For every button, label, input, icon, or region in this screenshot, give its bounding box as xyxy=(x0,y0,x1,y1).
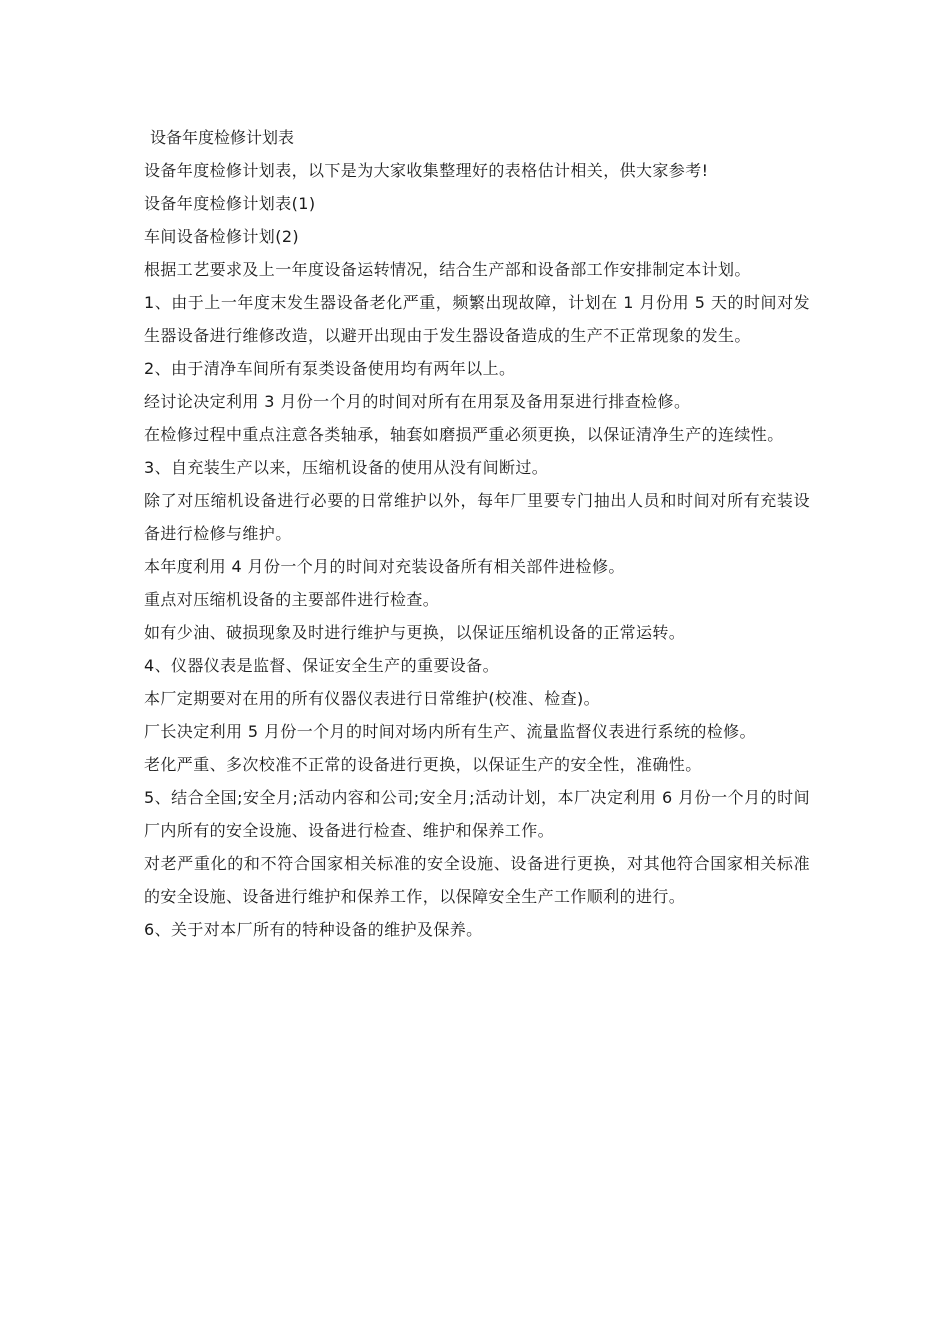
paragraph-item-3-maintenance: 除了对压缩机设备进行必要的日常维护以外，每年厂里要专门抽出人员和时间对所有充装设备进行检修与维护。 xyxy=(144,491,810,543)
paragraph-item-3-action: 如有少油、破损现象及时进行维护与更换，以保证压缩机设备的正常运转。 xyxy=(144,623,686,642)
paragraph-section-1: 设备年度检修计划表(1) xyxy=(144,194,316,213)
paragraph-item-1: 1、由于上一年度末发生器设备老化严重，频繁出现故障，计划在 1 月份用 5 天的时间对发生器设备进行维修改造，以避开出现由于发生器设备造成的生产不正常现象的发生。 xyxy=(144,293,810,345)
paragraph-item-4: 4、仪器仪表是监督、保证安全生产的重要设备。 xyxy=(144,656,499,675)
paragraph-basis: 根据工艺要求及上一年度设备运转情况，结合生产部和设备部工作安排制定本计划。 xyxy=(144,260,751,279)
paragraph-item-2-focus: 在检修过程中重点注意各类轴承，轴套如磨损严重必须更换，以保证清净生产的连续性。 xyxy=(144,425,784,444)
document-title: 设备年度检修计划表 xyxy=(150,128,295,147)
paragraph-item-2: 2、由于清净车间所有泵类设备使用均有两年以上。 xyxy=(144,359,516,378)
document-body xyxy=(144,122,810,946)
paragraph-item-6: 6、关于对本厂所有的特种设备的维护及保养。 xyxy=(144,920,483,939)
paragraph-item-4-plan: 厂长决定利用 5 月份一个月的时间对场内所有生产、流量监督仪表进行系统的检修。 xyxy=(144,722,756,741)
paragraph-item-2-plan: 经讨论决定利用 3 月份一个月的时间对所有在用泵及备用泵进行排查检修。 xyxy=(144,392,691,411)
paragraph-item-5: 5、结合全国;安全月;活动内容和公司;安全月;活动计划，本厂决定利用 6 月份一个月的时间厂内所有的安全设施、设备进行检查、维护和保养工作。 xyxy=(144,788,810,840)
paragraph-intro: 设备年度检修计划表，以下是为大家收集整理好的表格估计相关，供大家参考! xyxy=(144,161,709,180)
paragraph-item-4-routine: 本厂定期要对在用的所有仪器仪表进行日常维护(校准、检查)。 xyxy=(144,689,601,708)
paragraph-item-3: 3、自充装生产以来，压缩机设备的使用从没有间断过。 xyxy=(144,458,549,477)
paragraph-item-5-action: 对老严重化的和不符合国家相关标准的安全设施、设备进行更换，对其他符合国家相关标准的安全设施、设备进行维护和保养工作，以保障安全生产工作顺利的进行。 xyxy=(144,854,810,906)
paragraph-item-3-plan: 本年度利用 4 月份一个月的时间对充装设备所有相关部件进检修。 xyxy=(144,557,625,576)
paragraph-item-4-replace: 老化严重、多次校准不正常的设备进行更换，以保证生产的安全性，准确性。 xyxy=(144,755,702,774)
paragraph-item-3-focus: 重点对压缩机设备的主要部件进行检查。 xyxy=(144,590,440,609)
paragraph-section-2: 车间设备检修计划(2) xyxy=(144,227,300,246)
